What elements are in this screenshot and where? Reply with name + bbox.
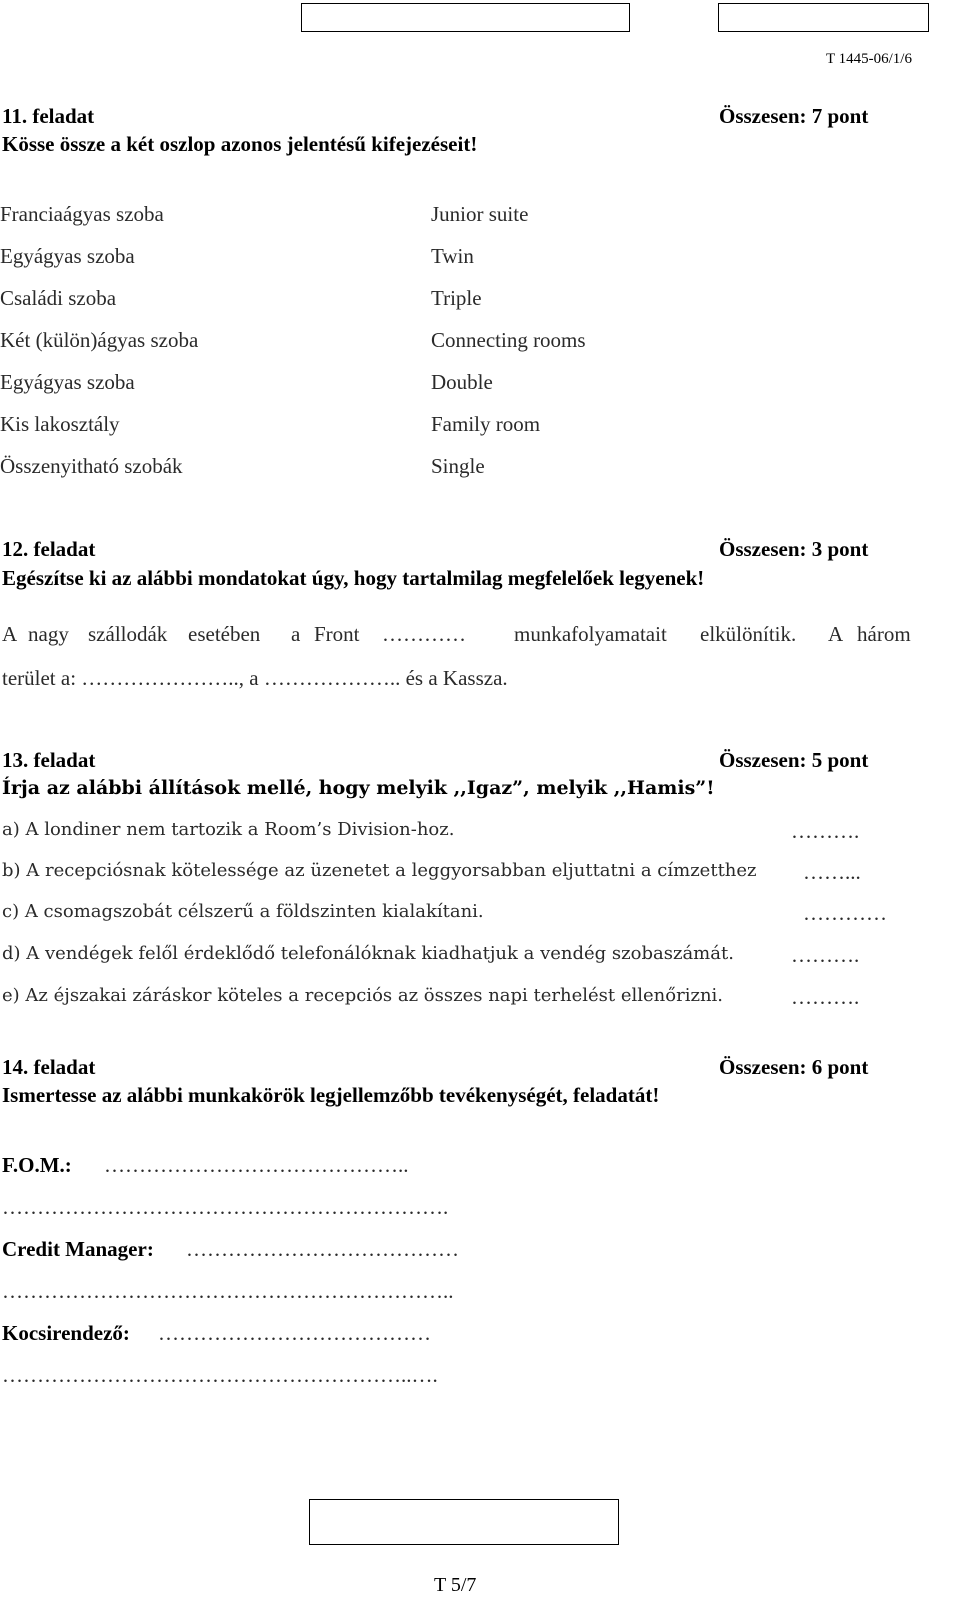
- task12-word: a: [291, 622, 301, 646]
- header-score-box-left: [301, 3, 630, 32]
- task11-right-item: Family room: [431, 412, 541, 436]
- task12-word: A: [828, 622, 844, 646]
- task12-word: elkülönítik.: [700, 622, 797, 646]
- task12-word: munkafolyamatait: [514, 622, 667, 646]
- task11-right-item: Triple: [431, 286, 482, 310]
- task12-word: esetében: [188, 622, 261, 646]
- task13-statement: e) Az éjszakai záráskor köteles a recepciós az összes napi terhelést ellenőrizni.: [2, 985, 724, 1006]
- task11-right-item: Twin: [431, 244, 474, 268]
- task11-right-item: Junior suite: [431, 202, 529, 226]
- task13-points: Összesen: 5 pont: [719, 748, 869, 772]
- task14-answer-line[interactable]: …………………………………: [158, 1321, 431, 1345]
- task13-statement: d) A vendégek felől érdeklődő telefonálóknak kiadhatjuk a vendég szobaszámát.: [2, 943, 734, 964]
- task11-right-item: Connecting rooms: [431, 328, 586, 352]
- page-number: T 5/7: [434, 1574, 477, 1596]
- task14-field-label: F.O.M.:: [2, 1153, 72, 1177]
- task13-statement: a) A londiner nem tartozik a Room’s Division-hoz.: [2, 819, 455, 840]
- task11-instruction: Kösse össze a két oszlop azonos jelentésű kifejezéseit!: [2, 132, 478, 156]
- task12-points: Összesen: 3 pont: [719, 537, 869, 561]
- task14-instruction: Ismertesse az alábbi munkakörök legjellemzőbb tevékenységét, feladatát!: [2, 1083, 660, 1107]
- task13-answer-blank[interactable]: ……...: [803, 860, 861, 884]
- task12-sentence-line2[interactable]: terület a: ………………….., a ……………….. és a Kassza.: [2, 666, 508, 690]
- task12-instruction: Egészítse ki az alábbi mondatokat úgy, hogy tartalmilag megfelelőek legyenek!: [2, 566, 705, 590]
- task13-statement: b) A recepciósnak kötelessége az üzenetet a leggyorsabban eljuttatni a címzetthez: [2, 860, 757, 881]
- task11-points: Összesen: 7 pont: [719, 104, 869, 128]
- task13-answer-blank[interactable]: …………: [803, 901, 887, 925]
- task11-right-item: Double: [431, 370, 493, 394]
- task11-left-item: Egyágyas szoba: [0, 244, 135, 268]
- task13-answer-blank[interactable]: ……….: [791, 819, 860, 843]
- task12-word: A: [2, 622, 18, 646]
- task14-field-label: Kocsirendező:: [2, 1321, 130, 1345]
- task12-word: szállodák: [88, 622, 168, 646]
- task11-right-item: Single: [431, 454, 485, 478]
- task13-instruction: Írja az alábbi állítások mellé, hogy melyik ,,Igaz”, melyik ,,Hamis”!: [2, 777, 715, 799]
- task12-word: Front: [314, 622, 360, 646]
- task11-left-item: Franciaágyas szoba: [0, 202, 164, 226]
- task11-left-item: Két (külön)ágyas szoba: [0, 328, 199, 352]
- task13-answer-blank[interactable]: ……….: [791, 985, 860, 1009]
- task14-title: 14. feladat: [2, 1055, 96, 1079]
- task14-answer-line[interactable]: ………………………………………………………..: [2, 1279, 454, 1303]
- task11-left-item: Családi szoba: [0, 286, 117, 310]
- task11-left-item: Egyágyas szoba: [0, 370, 135, 394]
- task14-answer-line[interactable]: …………………………………: [186, 1237, 459, 1261]
- task14-field-label: Credit Manager:: [2, 1237, 154, 1261]
- task11-left-item: Összenyitható szobák: [0, 454, 183, 478]
- header-score-box-right: [718, 3, 929, 32]
- task11-left-item: Kis lakosztály: [0, 412, 120, 436]
- task12-blank[interactable]: …………: [382, 622, 466, 646]
- task13-statement: c) A csomagszobát célszerű a földszinten kialakítani.: [2, 901, 484, 922]
- task11-title: 11. feladat: [2, 104, 95, 128]
- task14-answer-line[interactable]: …………………………………………………..….: [2, 1363, 438, 1387]
- task12-word: három: [857, 622, 911, 646]
- task13-answer-blank[interactable]: ……….: [791, 943, 860, 967]
- task12-word: nagy: [28, 622, 69, 646]
- task13-title: 13. feladat: [2, 748, 96, 772]
- task14-points: Összesen: 6 pont: [719, 1055, 869, 1079]
- task14-answer-line[interactable]: ……………………………………..: [104, 1153, 409, 1177]
- task14-answer-line[interactable]: ……………………………………………………….: [2, 1195, 449, 1219]
- task12-title: 12. feladat: [2, 537, 96, 561]
- page-code: T 1445-06/1/6: [826, 51, 912, 67]
- footer-score-box: [309, 1499, 619, 1545]
